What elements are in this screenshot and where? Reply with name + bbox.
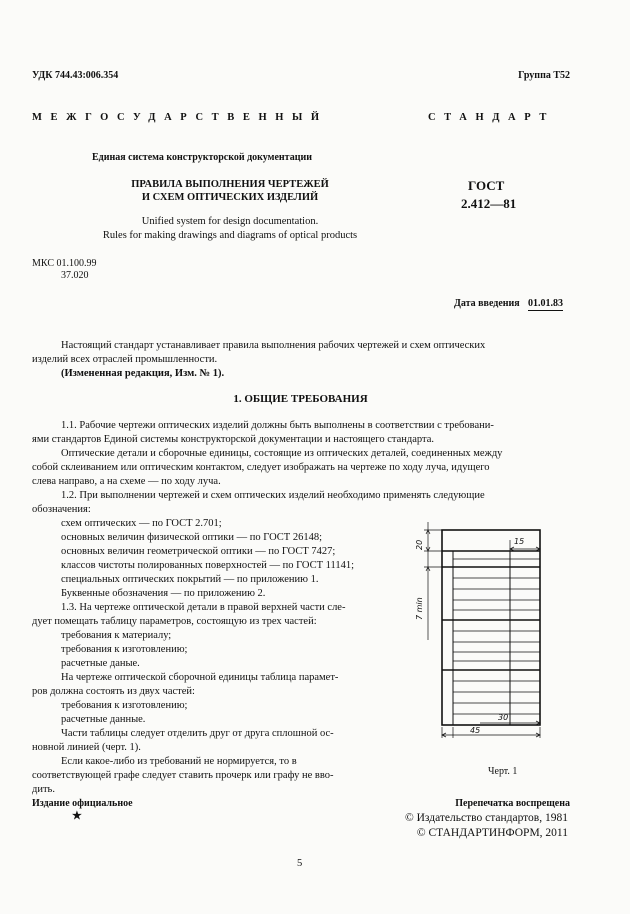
paragraph-line: Части таблицы следует отделить друг от друга сплошной ос- bbox=[61, 728, 334, 739]
group-code: Группа Т52 bbox=[518, 70, 570, 81]
system-name: Единая система конструкторской документации bbox=[92, 152, 312, 163]
list-line: классов чистоты полированных поверхностей — по ГОСТ 11141; bbox=[61, 560, 355, 571]
mks-line-1: МКС 01.100.99 bbox=[32, 258, 97, 269]
official-edition: Издание официальное bbox=[32, 798, 133, 809]
standard-type-label: МЕЖГОСУДАРСТВЕННЫЙ bbox=[32, 112, 328, 123]
section-heading: 1. ОБЩИЕ ТРЕБОВАНИЯ bbox=[233, 393, 368, 405]
paragraph-line: ров должна состоять из двух частей: bbox=[32, 686, 195, 697]
star-mark: ★ bbox=[72, 810, 82, 822]
paragraph-line: слева направо, а на схеме — по ходу луча. bbox=[32, 476, 221, 487]
dimension-label: 15 bbox=[514, 537, 525, 546]
standard-label: СТАНДАРТ bbox=[428, 112, 555, 123]
list-line: основных величин физической оптики — по ГОСТ 26148; bbox=[61, 532, 322, 543]
list-line: расчетные даные. bbox=[61, 658, 140, 669]
list-line: требования к изготовлению; bbox=[61, 700, 188, 711]
paragraph-line: Если какое-либо из требований не нормируется, то в bbox=[61, 756, 297, 767]
title-line-2: И СХЕМ ОПТИЧЕСКИХ ИЗДЕЛИЙ bbox=[141, 192, 319, 203]
paragraph-line: 1.2. При выполнении чертежей и схем оптических изделий необходимо применять следующие bbox=[61, 490, 485, 501]
gost-label: ГОСТ bbox=[468, 178, 505, 193]
english-title-line-1: Unified system for design documentation. bbox=[141, 216, 319, 227]
dimension-label: 20 bbox=[415, 539, 424, 550]
list-line: схем оптических — по ГОСТ 2.701; bbox=[61, 518, 222, 529]
list-line: требования к материалу; bbox=[61, 630, 172, 641]
paragraph-line: собой склеиванием или оптическим контактом, следует изображать на чертеже по ходу луча, идущего bbox=[32, 462, 490, 473]
title-line-1: ПРАВИЛА ВЫПОЛНЕНИЯ ЧЕРТЕЖЕЙ bbox=[131, 179, 329, 190]
paragraph-line: дить. bbox=[32, 784, 55, 795]
list-line: специальных оптических покрытий — по приложению 1. bbox=[61, 574, 319, 585]
paragraph-line: ями стандартов Единой системы конструкторской документации и настоящего стандарта. bbox=[32, 434, 434, 445]
intro-line-2: изделий всех отраслей промышленности. bbox=[32, 354, 218, 365]
english-title-line-2: Rules for making drawings and diagrams of optical products bbox=[102, 230, 358, 241]
paragraph-line: соответствующей графе следует ставить прочерк или графу не вво- bbox=[32, 770, 334, 781]
mks-line-2: 37.020 bbox=[61, 270, 89, 281]
page-number: 5 bbox=[297, 858, 303, 869]
list-line: требования к изготовлению; bbox=[61, 644, 188, 655]
paragraph-line: 1.1. Рабочие чертежи оптических изделий должны быть выполнены в соответствии с требовани- bbox=[61, 420, 494, 431]
reprint-prohibited: Перепечатка воспрещена bbox=[455, 798, 570, 809]
intro-line-1: Настоящий стандарт устанавливает правила выполнения рабочих чертежей и схем оптических bbox=[61, 340, 486, 351]
paragraph-line: обозначения: bbox=[32, 504, 91, 515]
udk-code: УДК 744.43:006.354 bbox=[32, 70, 119, 81]
dimension-label: 45 bbox=[470, 726, 481, 735]
paragraph-line: 1.3. На чертеже оптической детали в правой верхней части сле- bbox=[61, 602, 346, 613]
date-value: 01.01.83 bbox=[528, 298, 563, 309]
dimension-label: 7 min bbox=[415, 597, 424, 620]
date-label: Дата введения bbox=[454, 298, 520, 309]
amendment-note: (Измененная редакция, Изм. № 1). bbox=[61, 368, 225, 379]
list-line: основных величин геометрической оптики — по ГОСТ 7427; bbox=[61, 546, 336, 557]
list-line: Буквенные обозначения — по приложению 2. bbox=[61, 588, 266, 599]
paragraph-line: Оптические детали и сборочные единицы, состоящие из оптических деталей, соединенных между bbox=[61, 448, 503, 459]
figure-caption: Черт. 1 bbox=[488, 766, 518, 777]
paragraph-line: новной линией (черт. 1). bbox=[32, 742, 141, 753]
paragraph-line: На чертеже оптической сборочной единицы таблица парамет- bbox=[61, 672, 339, 683]
paragraph-line: дует помещать таблицу параметров, состоящую из трех частей: bbox=[32, 616, 317, 627]
dimension-label: 30 bbox=[498, 713, 509, 722]
list-line: расчетные данные. bbox=[61, 714, 146, 725]
copyright-line-2: © СТАНДАРТИНФОРМ, 2011 bbox=[416, 827, 568, 839]
parameter-table-drawing bbox=[410, 520, 570, 745]
gost-number: 2.412—81 bbox=[461, 196, 517, 211]
copyright-line-1: © Издательство стандартов, 1981 bbox=[404, 812, 568, 824]
